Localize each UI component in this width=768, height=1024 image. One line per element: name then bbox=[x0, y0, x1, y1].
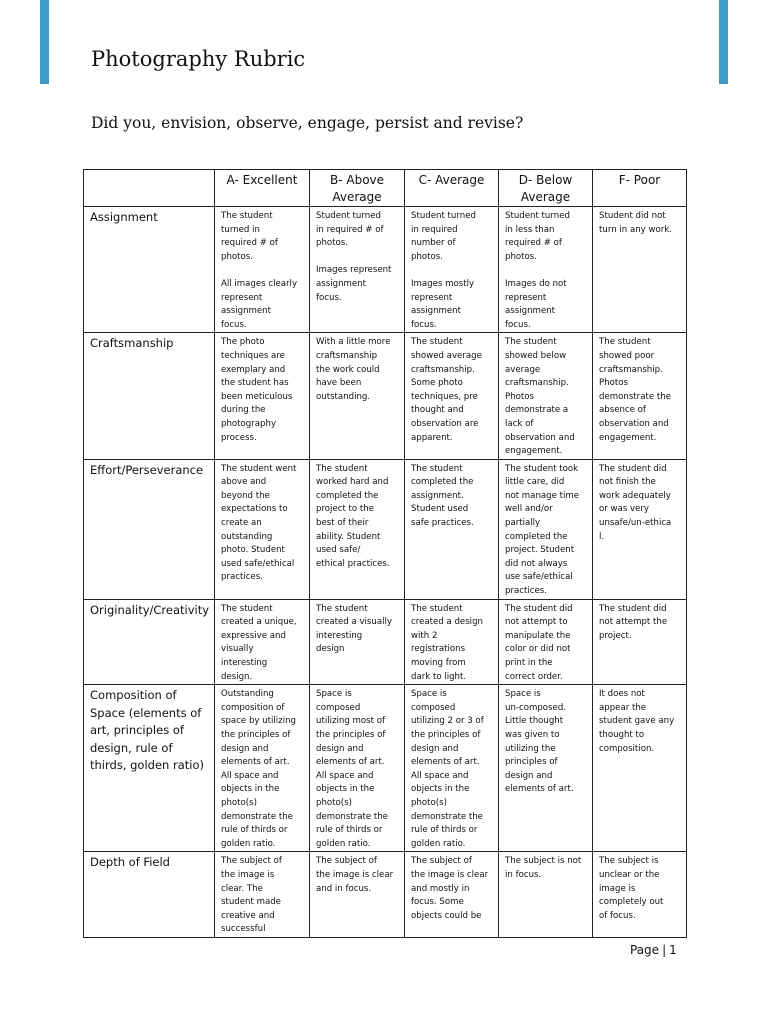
rubric-cell-d: The subject is not in focus. bbox=[499, 852, 593, 938]
page-separator: | bbox=[662, 943, 667, 957]
criterion-label: Composition of Space (elements of art, principles of design, rule of thirds, golden ratio) bbox=[84, 685, 215, 852]
rubric-cell-d: The student did not attempt to manipulate the color or did not print in the correct order. bbox=[499, 599, 593, 685]
rubric-cell-a: The subject of the image is clear. The student made creative and successful bbox=[215, 852, 310, 938]
rubric-row-depth-of-field bbox=[84, 852, 687, 938]
header-row bbox=[84, 170, 687, 207]
header-grade-b: B- Above Average bbox=[310, 170, 405, 207]
rubric-cell-b: Student turned in required # of photos. Images represent assignment focus. bbox=[310, 207, 405, 333]
rubric-cell-b: The student created a visually interesting design bbox=[310, 599, 405, 685]
criterion-label: Effort/Perseverance bbox=[84, 459, 215, 599]
header-grade-f: F- Poor bbox=[593, 170, 687, 207]
document-title: Photography Rubric bbox=[91, 47, 306, 71]
rubric-table bbox=[83, 169, 687, 938]
header-grade-c: C- Average bbox=[405, 170, 499, 207]
rubric-cell-c: Space is composed utilizing 2 or 3 of the principles of design and elements of art. All space and objects in the photo(s) demonstrate the rule of thirds or golden ratio. bbox=[405, 685, 499, 852]
header-corner bbox=[84, 170, 215, 207]
rubric-cell-a: The student created a unique, expressive and visually interesting design. bbox=[215, 599, 310, 685]
rubric-cell-b: The subject of the image is clear and in focus. bbox=[310, 852, 405, 938]
decorative-bar-left bbox=[40, 0, 49, 84]
rubric-cell-f: Student did not turn in any work. bbox=[593, 207, 687, 333]
rubric-cell-d: The student showed below average craftsmanship. Photos demonstrate a lack of observation and engagement. bbox=[499, 333, 593, 459]
rubric-cell-f: The student did not attempt the project. bbox=[593, 599, 687, 685]
criterion-label: Assignment bbox=[84, 207, 215, 333]
rubric-cell-f: The student did not finish the work adequately or was very unsafe/un-ethica l. bbox=[593, 459, 687, 599]
page-number: 1 bbox=[669, 943, 677, 957]
page-label: Page bbox=[630, 943, 660, 957]
criterion-label: Originality/Creativity bbox=[84, 599, 215, 685]
rubric-cell-a: Outstanding composition of space by utilizing the principles of design and elements of art. All space and objects in the photo(s) demonstrate the rule of thirds or golden ratio. bbox=[215, 685, 310, 852]
rubric-cell-a: The student went above and beyond the expectations to create an outstanding photo. Student used safe/ethical practices. bbox=[215, 459, 310, 599]
rubric-row-effort bbox=[84, 459, 687, 599]
rubric-cell-f: It does not appear the student gave any thought to composition. bbox=[593, 685, 687, 852]
rubric-cell-f: The student showed poor craftsmanship. Photos demonstrate the absence of observation and engagement. bbox=[593, 333, 687, 459]
rubric-cell-a: The student turned in required # of photos. All images clearly represent assignment focus. bbox=[215, 207, 310, 333]
rubric-cell-c: The student created a design with 2 registrations moving from dark to light. bbox=[405, 599, 499, 685]
rubric-cell-c: The student completed the assignment. Student used safe practices. bbox=[405, 459, 499, 599]
rubric-row-composition bbox=[84, 685, 687, 852]
page-footer bbox=[630, 943, 677, 957]
rubric-row-craftsmanship bbox=[84, 333, 687, 459]
rubric-cell-c: The student showed average craftsmanship. Some photo techniques, pre thought and observation are apparent. bbox=[405, 333, 499, 459]
rubric-cell-b: Space is composed utilizing most of the principles of design and elements of art. All space and objects in the photo(s) demonstrate the rule of thirds or golden ratio. bbox=[310, 685, 405, 852]
rubric-cell-c: The subject of the image is clear and mostly in focus. Some objects could be bbox=[405, 852, 499, 938]
guiding-question: Did you, envision, observe, engage, persist and revise? bbox=[91, 114, 524, 132]
header-grade-a: A- Excellent bbox=[215, 170, 310, 207]
rubric-cell-f: The subject is unclear or the image is completely out of focus. bbox=[593, 852, 687, 938]
header-grade-d: D- Below Average bbox=[499, 170, 593, 207]
rubric-cell-d: Space is un-composed. Little thought was given to utilizing the principles of design and elements of art. bbox=[499, 685, 593, 852]
rubric-cell-d: The student took little care, did not manage time well and/or partially completed the project. Student did not always use safe/ethical practices. bbox=[499, 459, 593, 599]
decorative-bar-right bbox=[719, 0, 728, 84]
criterion-label: Craftsmanship bbox=[84, 333, 215, 459]
rubric-cell-a: The photo techniques are exemplary and the student has been meticulous during the photography process. bbox=[215, 333, 310, 459]
criterion-label: Depth of Field bbox=[84, 852, 215, 938]
rubric-row-assignment bbox=[84, 207, 687, 333]
rubric-row-originality bbox=[84, 599, 687, 685]
rubric-cell-b: The student worked hard and completed the project to the best of their ability. Student used safe/ ethical practices. bbox=[310, 459, 405, 599]
rubric-cell-d: Student turned in less than required # of photos. Images do not represent assignment focus. bbox=[499, 207, 593, 333]
rubric-cell-c: Student turned in required number of photos. Images mostly represent assignment focus. bbox=[405, 207, 499, 333]
rubric-cell-b: With a little more craftsmanship the work could have been outstanding. bbox=[310, 333, 405, 459]
